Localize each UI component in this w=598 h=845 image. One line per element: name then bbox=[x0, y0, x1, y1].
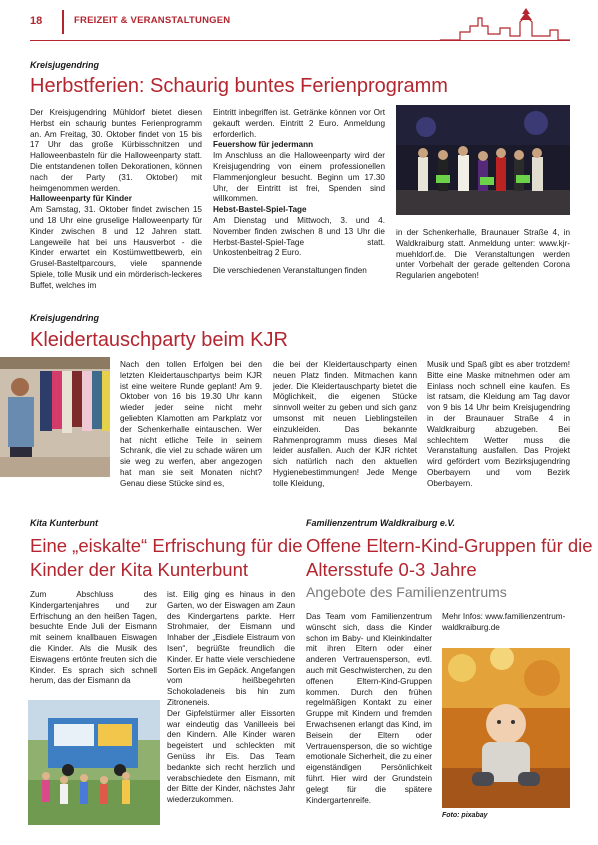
article1-col2-text-c: Am Dienstag und Mittwoch, 3. und 4. November finden zwischen 8 und 13 Uhr die Herbst-Bastel-Spiel-Tage statt. Unkostenbeitrag 2 Euro. bbox=[213, 215, 385, 258]
section-title: FREIZEIT & VERANSTALTUNGEN bbox=[74, 15, 231, 26]
article1-col2-text-b: Im Anschluss an die Halloweenparty wird der Kreisjugendring von einem professionellen Flammenjongleur besucht. Beginn um 17.30 Uhr, der Eintritt ist frei, Spenden sind willkommen. bbox=[213, 151, 385, 204]
article2-column2 bbox=[273, 360, 417, 497]
article4-column1 bbox=[306, 612, 432, 813]
article1-subhead-feuershow: Feuershow für jedermann bbox=[213, 140, 314, 150]
header-divider bbox=[62, 10, 64, 34]
article3-column1 bbox=[30, 590, 157, 694]
article3-col2-text-b: Der Gipfelstürmer aller Eissorten war eindeutig das Vanilleeis bei den Kindern. Alle Kinder waren begeistert und schleckten mit Genüss ihr Eis. Das Team bedankte sich recht herzlich und verabschiedete den Eismann, mit der Bitte der Kinder, nächstes Jahr wiederzukommen. bbox=[167, 708, 295, 805]
article4-subtitle: Angebote des Familienzentrums bbox=[306, 584, 507, 600]
article2-kicker: Kreisjugendring bbox=[30, 313, 100, 323]
article4-kicker: Familienzentrum Waldkraiburg e.V. bbox=[306, 518, 456, 528]
photo-credit: Foto: pixabay bbox=[442, 812, 488, 819]
article2-column1 bbox=[120, 360, 262, 497]
article3-title-line1: Eine „eiskalte“ Erfrischung für die bbox=[30, 535, 303, 556]
article2-col2-text: die bei der Kleidertauschparty einen neuen Platz finden. Mitmachen kann jeder. Die Kleidertauschparty bietet die Möglichkeit, die eigenen Stücke sinnvoll weiter zu geben und sich ganz umsonst mit neuen Lieblingsteilen einzukleiden. Das bekannte Rahmenprogramm muss dieses Mal leider ausfallen. Auch der KJR richtet sich natürlich nach den aktuellen Hygienebestimmungen! Jede Menge tolle Kleidung, bbox=[273, 360, 417, 488]
page-number: 18 bbox=[30, 15, 43, 27]
article4-col1-text: Das Team vom Familienzentrum wünscht sich, dass die Kinder schon im Baby- und Kleinkindalter mit ihren Eltern oder einer anderen Vertrauensperson, evtl. auch mit Geschwisterchen, zu den offenen Eltern-Kind-Gruppen kommen. Durch den frühen regelmäßigen Kontakt zu einer Gruppe mit Kindern und fremden Erwachsenen erlangt das Kind, im Beisein der Eltern oder Vertrauensperson, die so wichtige emotionale Sicherheit, die zu einer eigenständigen Persönlichkeit führt. Hier wird der Grundstein gelegt für die spätere Kindergartenreife. bbox=[306, 612, 432, 805]
article2-col1-text: Nach den tollen Erfolgen bei den letzten Kleidertauschpartys beim KJR ist eine weitere Runde geplant! Am 9. Oktober von 16 bis 19.30 Uhr kann wieder jeder seine nicht mehr geliebten Klamotten am Parkplatz vor der Schenkerhalle eintauschen. Wer hat nicht etliche Teile in seinem Schrank, die viel zu schade wären um sie weg zu werfen, aber angezogen hat man sie seit Monaten nicht? Genau diese Stücke sind es, bbox=[120, 360, 262, 488]
article1-col1-text: Der Kreisjugendring Mühldorf bietet diesen Herbst ein schaurig buntes Ferienprogramm an. Am Freitag, 30. Oktober findet von 15 bis 17 Uhr das große Kürbisschnitzen und Halloweenbasteln für die Halloweenparty statt. Die entstandenen tollen Dekorationen, können nach der Party (31. Oktober) mit heimgenommen werden. bbox=[30, 108, 202, 193]
article1-title: Herbstferien: Schaurig buntes Ferienprogramm bbox=[30, 75, 448, 97]
article1-col3-text: in der Schenkerhalle, Braunauer Straße 4, in Waldkraiburg statt. Anmeldung unter: www.kjr-muehldorf.de. Die Veranstaltungen werden unter Vorbehalt der gerade geltenden Corona Regularien angeboten! bbox=[396, 228, 570, 281]
article4-title-line1: Offene Eltern-Kind-Gruppen für die bbox=[306, 535, 593, 556]
article1-column1 bbox=[30, 108, 202, 299]
article2-col3-text: Musik und Spaß gibt es aber trotzdem! Bitte eine Maske mitnehmen oder am Einlass noch schnell eine kaufen. Es ist ratsam, die Kleidung am Tag davor von 9 bis 14 Uhr beim Kreisjugendring in der Braunauer Straße 4 in Waldkraiburg abzugeben. Bei schlechtem Wetter muss die Veranstaltung ausfallen. Das Projekt wird gefördert vom Bezirksjugendring Oberbayern und vom Bezirk Oberbayern. bbox=[427, 360, 570, 488]
article3-col1-text: Zum Abschluss des Kindergartenjahres und zur Erfrischung an den heißen Tagen, besuchte Ende Juli der Eismann mit seinem knallbauen Eiswagen die Kinder. Als die Musik des Eiswagens ertönte freuten sich die Kinder. Es sprach sich schnell herum, das der Eismann da bbox=[30, 590, 157, 686]
article2-title: Kleidertauschparty beim KJR bbox=[30, 329, 288, 351]
skyline-logo-icon bbox=[440, 6, 570, 42]
article1-column2 bbox=[213, 108, 385, 284]
halloween-photo bbox=[396, 105, 570, 215]
article1-col2-text-a: Eintritt inbegriffen ist. Getränke können vor Ort gekauft werden. Eintritt 2 Euro. Anmeldung erforderlich. bbox=[213, 108, 385, 139]
article3-col2-text: ist. Eilig ging es hinaus in den Garten, wo der Eiswagen am Zaun des Kindergartens parkte. Herr Strohmaier, der Eismann und Inhaber der „Eisdiele Eistraum von Isen“, begrüßte freundlich die Kinder. Er hatte viele verschiedene Sorten Eis im Gepäck. Angefangen vom heißbegehrten Schokoladeneis bis hin zum Zitroneneis. bbox=[167, 590, 295, 707]
article1-kicker: Kreisjugendring bbox=[30, 60, 100, 70]
article2-column3 bbox=[427, 360, 570, 497]
article1-col2-text-d: Die verschiedenen Veranstaltungen finden bbox=[213, 266, 367, 276]
article4-info: Mehr Infos: www.familienzentrum-waldkraiburg.de bbox=[442, 612, 566, 632]
article4-title-line2: Altersstufe 0-3 Jahre bbox=[306, 559, 477, 580]
article1-subhead-halloween: Halloweenparty für Kinder bbox=[30, 194, 132, 204]
article1-col1-text-b: Am Samstag, 31. Oktober findet zwischen 15 und 18 Uhr eine gruselige Halloweenparty für Kinder zwischen 8 und 12 Jahren statt. Langeweile hat bei uns Hausverbot - die Kinder erwartet ein Kostümwettbewerb, ein Grusel-Basteltparcours, viele spannende Spiele, tolle Musik und ein mörderisch-leckeres Buffet, welches im bbox=[30, 205, 202, 290]
article1-subhead-bastel: Hebst-Bastel-Spiel-Tage bbox=[213, 205, 307, 215]
article3-kicker: Kita Kunterbunt bbox=[30, 518, 98, 528]
article3-title-line2: Kinder der Kita Kunterbunt bbox=[30, 559, 249, 580]
ice-cream-truck-photo bbox=[28, 700, 160, 825]
article1-column3 bbox=[396, 228, 570, 289]
clothing-rack-photo bbox=[0, 357, 110, 477]
baby-autumn-photo bbox=[442, 648, 570, 808]
article3-column2 bbox=[167, 590, 295, 813]
